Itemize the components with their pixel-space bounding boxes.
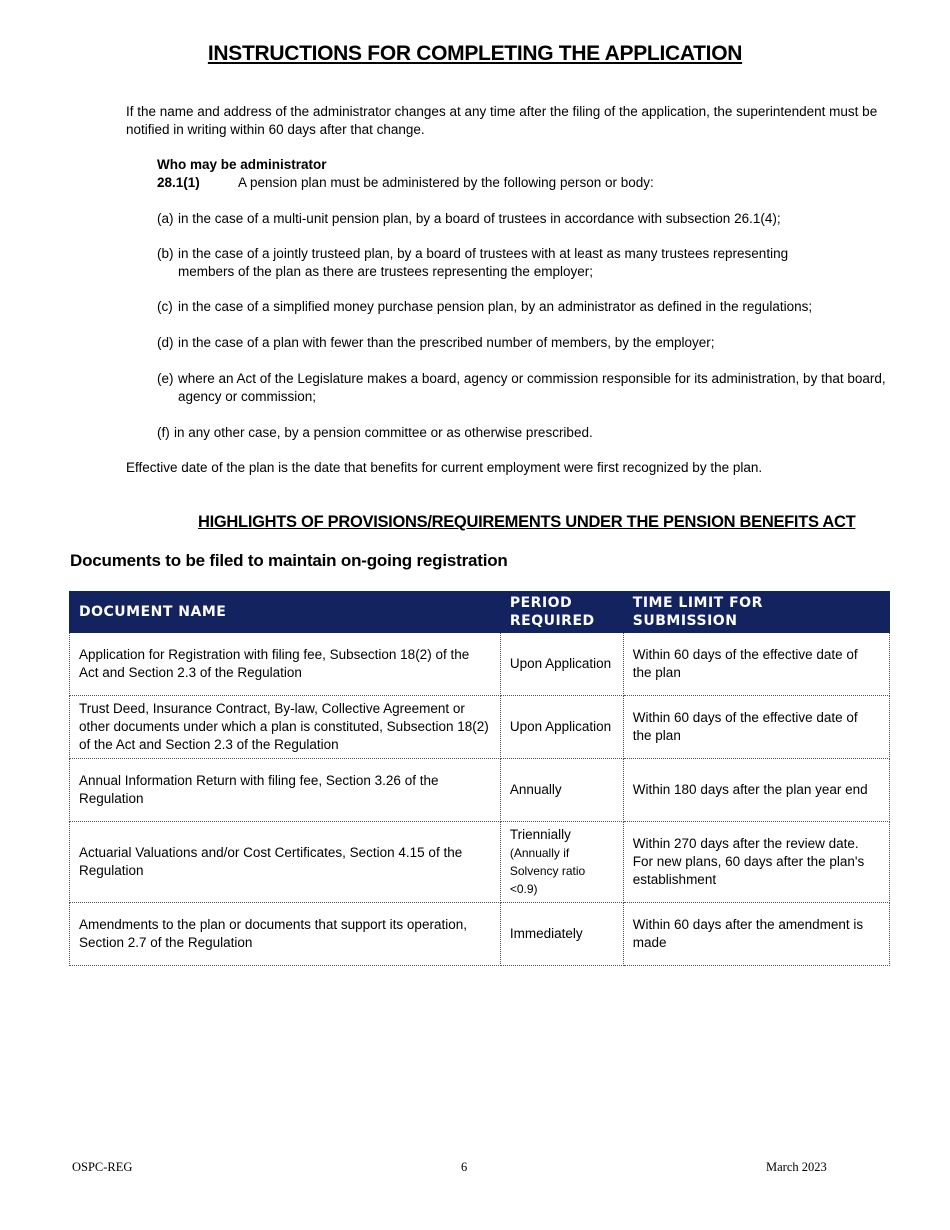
period-note: (Annually if: [509, 846, 570, 860]
item-label: (b): [157, 246, 174, 261]
header-period-line2: REQUIRED: [509, 613, 595, 629]
effective-date-note: Effective date of the plan is the date that benefits for current employment were first recognized by the plan.: [126, 460, 763, 475]
cell-period: Immediately: [500, 903, 623, 966]
item-text: in the case of a plan with fewer than the prescribed number of members, by the employer;: [178, 335, 715, 350]
intro-paragraph: If the name and address of the administrator changes at any time after the filing of the application, the superintendent must be notified in writing within 60 days after that change.: [126, 104, 878, 137]
item-text-continued: members of the plan as there are trustees representing the employer;: [178, 264, 593, 279]
cell-time-limit: Within 60 days of the effective date of the plan: [623, 633, 889, 696]
page-title: INSTRUCTIONS FOR COMPLETING THE APPLICATION: [207, 42, 743, 65]
item-text: in any other case, by a pension committee or as otherwise prescribed.: [174, 425, 593, 440]
header-document-name: DOCUMENT NAME: [70, 592, 501, 633]
section-clause: [157, 174, 654, 192]
list-item: [157, 424, 877, 442]
header-time-limit: [623, 592, 889, 633]
header-limit-line1: TIME LIMIT FOR: [632, 595, 763, 611]
cell-period: Upon Application: [500, 633, 623, 696]
cell-time-limit: Within 60 days after the amendment is made: [623, 903, 889, 966]
item-text: in the case of a multi-unit pension plan, by a board of trustees in accordance with subsection 26.1(4);: [178, 211, 781, 226]
documents-subheading: Documents to be filed to maintain on-going registration: [70, 551, 508, 570]
item-label: (c): [157, 299, 173, 314]
header-period-required: [500, 592, 623, 633]
item-text: in the case of a jointly trusteed plan, by a board of trustees with at least as many trustees representing: [178, 246, 789, 261]
cell-document: Trust Deed, Insurance Contract, By-law, Collective Agreement or other documents under which a plan is constituted, Subsection 18(2) of the Act and Section 2.3 of the Regulation: [70, 696, 501, 759]
table-row: [70, 822, 890, 903]
period-note: Solvency ratio <0.9): [509, 864, 586, 896]
item-text-continued: agency or commission;: [178, 389, 317, 404]
table-row: [70, 696, 890, 759]
cell-time-limit: Within 180 days after the plan year end: [623, 759, 889, 822]
item-text: in the case of a simplified money purchase pension plan, by an administrator as defined in the regulations;: [178, 299, 813, 314]
list-item: [157, 245, 877, 281]
cell-document: Actuarial Valuations and/or Cost Certificates, Section 4.15 of the Regulation: [70, 822, 501, 903]
cell-time-limit: Within 60 days of the effective date of the plan: [623, 696, 889, 759]
footer-form-code: OSPC-REG: [72, 1160, 133, 1174]
period-main: Triennially: [509, 827, 571, 842]
cell-period: Annually: [500, 759, 623, 822]
item-label: (d): [157, 335, 174, 350]
who-heading: Who may be administrator: [157, 157, 327, 172]
highlights-title: HIGHLIGHTS OF PROVISIONS/REQUIREMENTS UNDER THE PENSION BENEFITS ACT: [198, 513, 856, 531]
cell-period: [500, 822, 623, 903]
footer-page-number: 6: [461, 1160, 468, 1174]
list-item: [157, 210, 877, 228]
list-item: [157, 298, 877, 316]
header-period-line1: PERIOD: [509, 595, 573, 611]
item-label: (e): [157, 371, 174, 386]
cell-document: Application for Registration with filing fee, Subsection 18(2) of the Act and Section 2.3 of the Regulation: [70, 633, 501, 696]
list-item: [157, 370, 897, 406]
footer-date: March 2023: [766, 1160, 827, 1174]
table-header-row: [70, 592, 890, 633]
list-item: [157, 334, 877, 352]
header-limit-line2: SUBMISSION: [632, 613, 738, 629]
table-row: [70, 903, 890, 966]
section-number: 28.1(1): [157, 175, 200, 190]
section-text: A pension plan must be administered by the following person or body:: [238, 175, 654, 190]
item-label: (f): [157, 425, 170, 440]
cell-document: Annual Information Return with filing fee, Section 3.26 of the Regulation: [70, 759, 501, 822]
documents-table: [69, 591, 890, 966]
table-row: [70, 633, 890, 696]
cell-time-limit: Within 270 days after the review date. For new plans, 60 days after the plan's establishment: [623, 822, 889, 903]
item-label: (a): [157, 211, 174, 226]
cell-document: Amendments to the plan or documents that support its operation, Section 2.7 of the Regulation: [70, 903, 501, 966]
cell-period: Upon Application: [500, 696, 623, 759]
item-text: where an Act of the Legislature makes a board, agency or commission responsible for its administration, by that board,: [178, 371, 886, 386]
table-row: [70, 759, 890, 822]
